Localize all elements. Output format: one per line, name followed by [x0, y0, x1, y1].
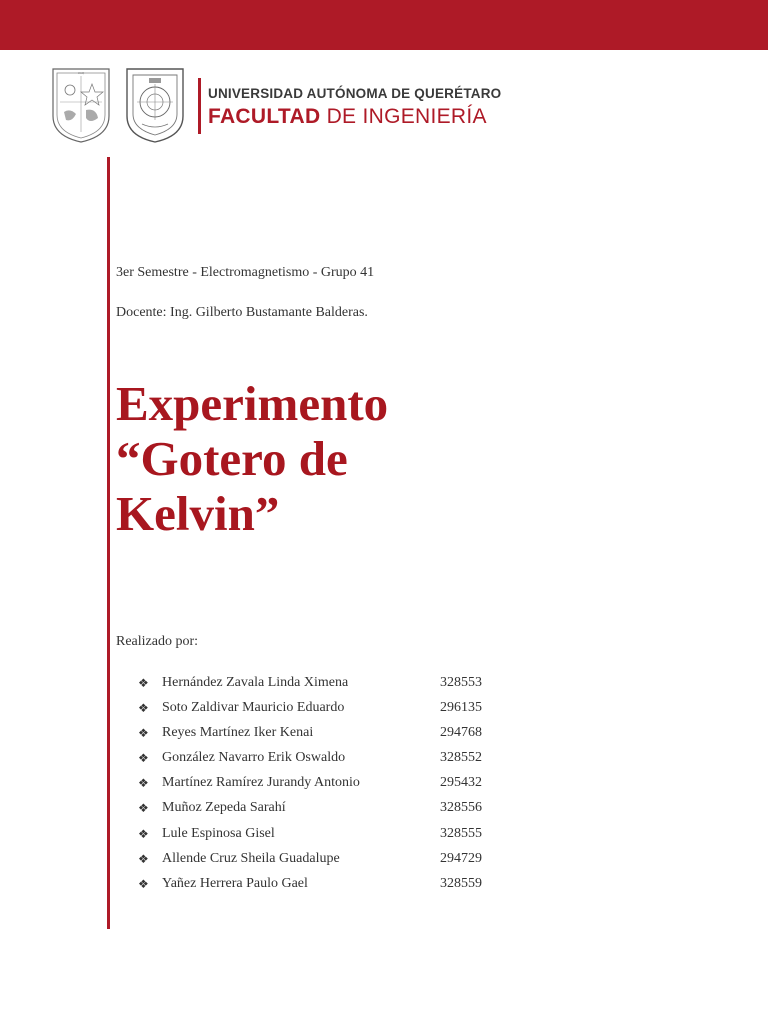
faculty-seal-icon — [124, 66, 186, 144]
bullet-icon: ❖ — [138, 851, 149, 866]
list-item — [138, 724, 498, 749]
member-id: 295432 — [440, 775, 482, 791]
bullet-icon: ❖ — [138, 826, 149, 841]
member-id: 328553 — [440, 675, 482, 690]
member-id: 328556 — [440, 800, 482, 816]
made-by-label: Realizado por: — [116, 634, 199, 649]
member-name: Reyes Martínez Iker Kenai — [162, 725, 314, 741]
bullet-icon: ❖ — [138, 726, 149, 741]
left-accent-rule — [107, 157, 110, 929]
member-name: Allende Cruz Sheila Guadalupe — [162, 850, 340, 866]
member-id: 296135 — [440, 700, 482, 716]
faculty-name — [208, 105, 501, 129]
course-info: 3er Semestre - Electromagnetismo - Grupo 41 — [116, 265, 375, 280]
teacher-info: Docente: Ing. Gilberto Bustamante Balderas. — [116, 305, 368, 320]
list-item — [138, 875, 498, 900]
top-header-bar — [0, 0, 768, 50]
list-item — [138, 799, 498, 824]
member-name: Yañez Herrera Paulo Gael — [162, 875, 308, 891]
uaq-seal-icon — [50, 66, 112, 144]
member-id: 328552 — [440, 750, 482, 766]
document-title — [116, 376, 536, 541]
bullet-icon: ❖ — [138, 751, 149, 766]
title-line: “Gotero de — [116, 431, 348, 486]
member-id: 294768 — [440, 725, 482, 741]
member-name: González Navarro Erik Oswaldo — [162, 750, 346, 766]
member-name: Soto Zaldivar Mauricio Eduardo — [162, 700, 345, 716]
list-item — [138, 749, 498, 774]
team-member-list — [138, 674, 498, 900]
list-item — [138, 850, 498, 875]
bullet-icon: ❖ — [138, 776, 149, 791]
member-name: Muñoz Zepeda Sarahí — [162, 800, 286, 816]
faculty-name-rest: DE INGENIERÍA — [326, 105, 487, 128]
title-line: Kelvin” — [116, 486, 280, 541]
member-id: 328559 — [440, 875, 482, 891]
list-item — [138, 774, 498, 799]
institution-wordmark — [208, 86, 501, 129]
logo-divider — [198, 78, 201, 134]
faculty-name-bold: FACULTAD — [208, 105, 321, 128]
svg-text:UAQ: UAQ — [77, 71, 85, 75]
member-name: Hernández Zavala Linda Ximena — [162, 675, 349, 690]
bullet-icon: ❖ — [138, 676, 149, 690]
bullet-icon: ❖ — [138, 701, 149, 716]
list-item — [138, 825, 498, 850]
title-line: Experimento — [116, 376, 389, 431]
member-name: Martínez Ramírez Jurandy Antonio — [162, 775, 360, 791]
bullet-icon: ❖ — [138, 801, 149, 816]
university-name: UNIVERSIDAD AUTÓNOMA DE QUERÉTARO — [208, 86, 502, 101]
member-id: 294729 — [440, 850, 482, 866]
bullet-icon: ❖ — [138, 876, 149, 891]
list-item — [138, 674, 498, 699]
member-id: 328555 — [440, 825, 482, 841]
list-item — [138, 699, 498, 724]
member-name: Lule Espinosa Gisel — [162, 825, 275, 841]
